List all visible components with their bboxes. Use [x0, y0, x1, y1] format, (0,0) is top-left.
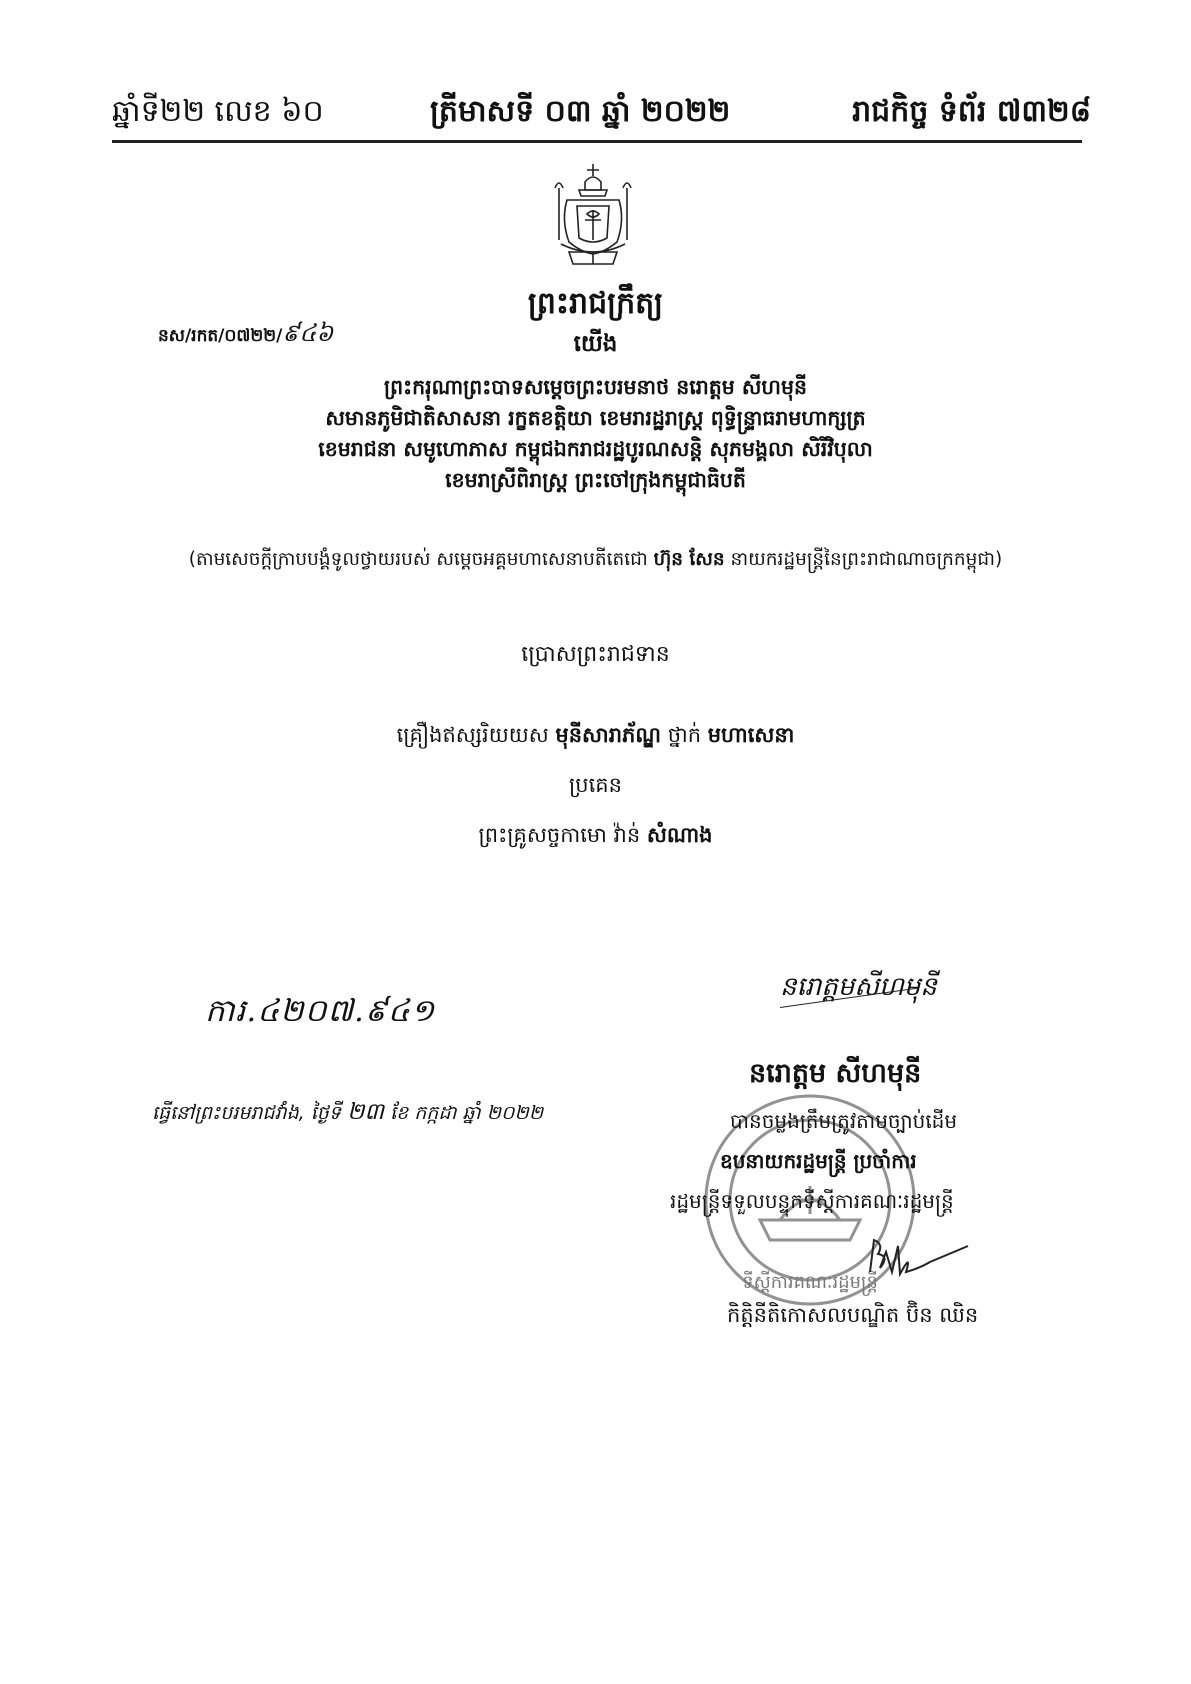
document-title: ព្រះរាជក្រឹត្យ [527, 286, 664, 321]
recipient-name: សំណាង [646, 823, 713, 847]
king-name: នរោត្តម សីហមុនី [749, 1058, 922, 1089]
we-heading: យើង [573, 331, 618, 357]
made-at-day: ២៣ [346, 1099, 385, 1125]
deputy-pm-line: ឧបនាយករដ្ឋមន្ត្រី ប្រចាំការ [720, 1149, 917, 1173]
header-rule [112, 140, 1082, 143]
minister-name: កិត្តិនីតិកោសលបណ្ឌិត ប៊ិន ឈិន [727, 1303, 979, 1327]
made-at-text: ធ្វើនៅព្រះបរមរាជវាំង, ថ្ងៃទី [152, 1102, 341, 1124]
award-line [0, 722, 1191, 753]
header-page: រាជកិច្ច ទំព័រ ៧៣២៨ [852, 94, 1091, 129]
award-medal: មុនីសារាភ័ណ្ឌ [555, 723, 662, 747]
king-title-line-3: ខេមរាជនា សមូហោភាស កម្ពុជឯករាជរដ្ឋបូរណសន្តិ សុភមង្គលា សិរីវិបុលា [318, 437, 873, 461]
header-quarter: ត្រីមាសទី ០៣ ឆ្នាំ ២០២២ [430, 94, 731, 129]
award-grade-label: ថ្នាក់ [667, 723, 702, 747]
king-title-line-2: សមានភូមិជាតិសាសនា រក្ខតខត្តិយា ខេមរារដ្ឋរាស្ត្រ ពុទ្ធិន្ទ្រាធរាមហាក្សត្រ [325, 406, 866, 430]
minister-signature-icon [860, 1232, 970, 1292]
note-prefix: (តាមសេចក្តីក្រាបបង្គំទូលថ្វាយរបស់ សម្តេចអគ្គមហាសេនាបតីតេជោ [188, 549, 648, 570]
made-at-month: ខែ កក្កដា ឆ្នាំ ២០២២ [390, 1102, 544, 1124]
king-title-line-4: ខេមរាស្រីពិរាស្ត្រ ព្រះចៅក្រុងកម្ពុជាធិបតី [445, 468, 746, 492]
reference-handwritten: ៩៤៦ [282, 319, 334, 347]
registration-handwritten: ការ.៤២០៧.៩៤១ [205, 993, 436, 1029]
minister-title-line: រដ្ឋមន្ត្រីទទួលបន្ទុកទីស្តីការគណៈរដ្ឋមន្ត្រី [670, 1189, 954, 1213]
award-bestow: ប្រគេន [569, 773, 622, 797]
decree-heading: ប្រោសព្រះរាជទាន [521, 642, 670, 667]
seal-text: ទីស្តីការគណៈរដ្ឋមន្ត្រី [742, 1272, 878, 1293]
reference-printed: នស/រកត/០៧២២/ [158, 326, 283, 346]
proposal-note [0, 548, 1191, 575]
certified-copy-line: បានចម្លងត្រឹមត្រូវតាមច្បាប់ដើម [730, 1109, 958, 1133]
award-grade: មហាសេនា [707, 723, 795, 747]
note-suffix: នាយករដ្ឋមន្ត្រីនៃព្រះរាជាណាចក្រកម្ពុជា) [730, 549, 1003, 570]
king-title-line-1: ព្រះករុណាព្រះបាទសម្តេចព្រះបរមនាថ នរោត្តម សីហមុនី [384, 375, 807, 399]
king-signature: នរោត្តមសីហមុនី [780, 972, 937, 1002]
award-prefix: គ្រឿងឥស្សរិយយស [396, 723, 549, 747]
recipient-prefix: ព្រះគ្រូសច្ចកាមោ វ៉ាន់ [478, 823, 641, 847]
made-at-line [152, 1098, 543, 1131]
note-pm-name: ហ៊ុន សែន [653, 549, 725, 570]
award-recipient [0, 822, 1191, 853]
header-issue-number: ឆ្នាំទី២២ លេខ ៦០ [112, 94, 324, 129]
royal-crest-icon [547, 160, 639, 270]
